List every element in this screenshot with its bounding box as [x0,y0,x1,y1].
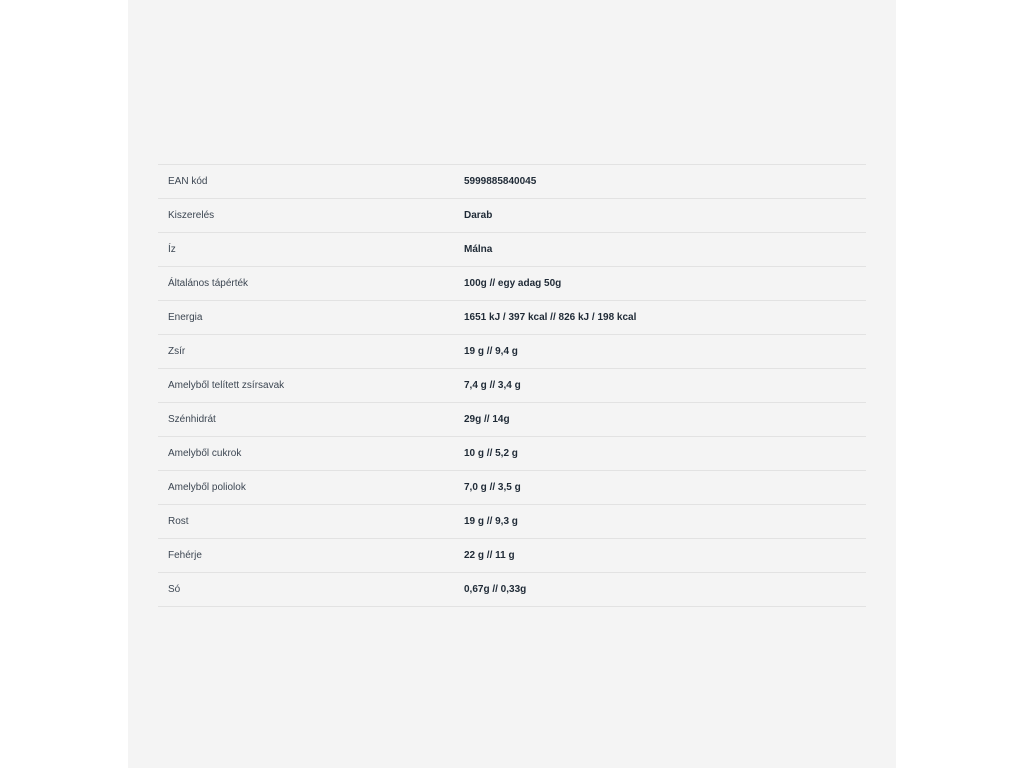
spec-label: Fehérje [168,549,202,561]
table-row [158,471,866,505]
product-specs-panel [128,0,896,768]
spec-label: Amelyből poliolok [168,481,246,493]
table-row [158,539,866,573]
table-row [158,301,866,335]
spec-label: Szénhidrát [168,413,216,425]
table-row [158,233,866,267]
spec-value: Málna [464,243,493,255]
spec-label: Só [168,583,181,595]
nutrition-spec-table [158,164,866,607]
table-row [158,165,866,199]
spec-label: Rost [168,515,189,527]
table-row [158,437,866,471]
table-row [158,573,866,607]
spec-label: EAN kód [168,175,208,187]
spec-value: 10 g // 5,2 g [464,447,518,459]
spec-label: Általános tápérték [168,277,249,289]
spec-value: 19 g // 9,3 g [464,515,518,527]
spec-value: 0,67g // 0,33g [464,583,527,595]
spec-value: Darab [464,209,493,221]
spec-value: 100g // egy adag 50g [464,277,562,289]
table-row [158,403,866,437]
spec-label: Energia [168,311,203,323]
spec-label: Zsír [168,345,186,357]
spec-label: Amelyből cukrok [168,447,242,459]
spec-value: 5999885840045 [464,175,537,187]
spec-label: Íz [168,243,176,255]
spec-value: 7,4 g // 3,4 g [464,379,521,391]
table-row [158,369,866,403]
table-row [158,335,866,369]
spec-label: Kiszerelés [168,209,215,221]
spec-value: 1651 kJ / 397 kcal // 826 kJ / 198 kcal [464,311,637,323]
table-row [158,199,866,233]
spec-value: 22 g // 11 g [464,549,515,561]
table-row [158,267,866,301]
table-row [158,505,866,539]
spec-value: 19 g // 9,4 g [464,345,518,357]
spec-value: 7,0 g // 3,5 g [464,481,521,493]
spec-value: 29g // 14g [464,413,510,425]
spec-label: Amelyből telített zsírsavak [168,379,285,391]
